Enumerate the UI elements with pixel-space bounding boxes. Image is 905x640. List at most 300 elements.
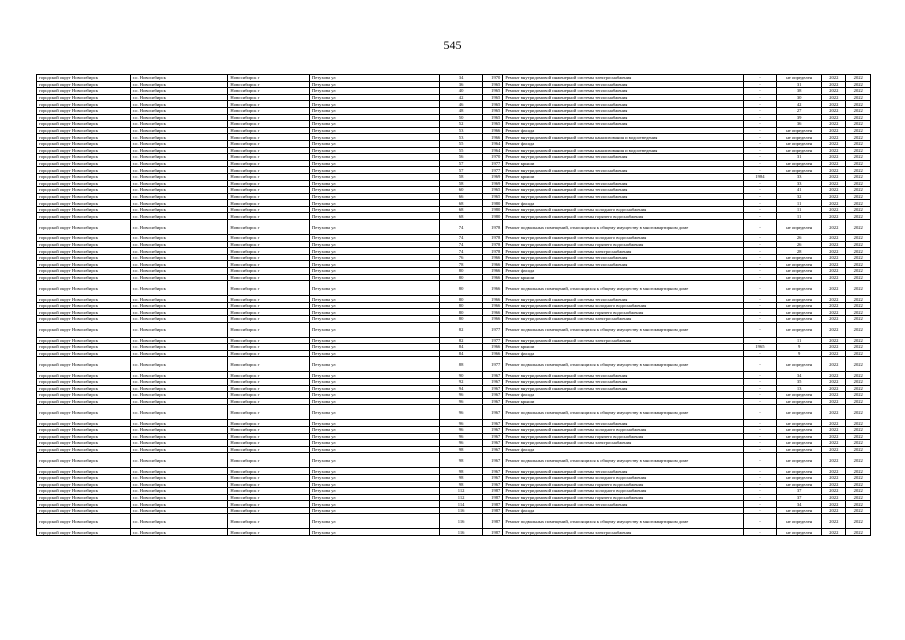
house-number-cell: 80 (440, 316, 483, 323)
street-cell: Петухова ул (309, 101, 439, 108)
work-type-cell: Ремонт подвальных помещений, относящихся к общему имуществу в многоквартирном доме (503, 357, 743, 372)
street-cell: Петухова ул (309, 420, 439, 427)
build-year-cell: 1966 (482, 274, 502, 281)
municipality-cell: городской округ Новосибирск (37, 167, 131, 174)
last-repair-year-cell: - (743, 220, 777, 235)
wear-cell: 26 (777, 241, 822, 248)
wear-cell: 28 (777, 248, 822, 255)
build-year-cell: 1970 (482, 75, 502, 82)
work-type-cell: Ремонт внутридомовой инженерной системы теплоснабжения (503, 107, 743, 114)
settlement-cell: г.о. Новосибирск (130, 140, 228, 147)
build-year-cell: 1966 (482, 344, 502, 351)
house-number-cell: 98 (440, 481, 483, 488)
table-row (37, 187, 871, 194)
table-row (37, 405, 871, 420)
municipality-cell: городской округ Новосибирск (37, 488, 131, 495)
wear-cell: 37 (777, 494, 822, 501)
last-repair-year-cell: - (743, 474, 777, 481)
house-number-cell: 94 (440, 385, 483, 392)
street-cell: Петухова ул (309, 213, 439, 220)
plan-end-cell: 2022 (846, 322, 871, 337)
plan-end-cell: 2022 (846, 114, 871, 121)
build-year-cell: 1987 (482, 494, 502, 501)
house-number-cell: 66 (440, 193, 483, 200)
work-type-cell: Ремонт внутридомовой инженерной системы холодного водоснабжения (503, 235, 743, 242)
plan-start-cell: 2022 (822, 140, 846, 147)
build-year-cell: 1987 (482, 529, 502, 536)
house-number-cell: 96 (440, 392, 483, 399)
street-cell: Петухова ул (309, 481, 439, 488)
plan-end-cell: 2022 (846, 274, 871, 281)
build-year-cell: 1987 (482, 507, 502, 514)
last-repair-year-cell: - (743, 529, 777, 536)
city-cell: Новосибирск г (228, 268, 309, 275)
build-year-cell: 1967 (482, 420, 502, 427)
build-year-cell: 1980 (482, 213, 502, 220)
wear-cell: не определен (777, 274, 822, 281)
table-row (37, 398, 871, 405)
wear-cell: 9 (777, 344, 822, 351)
plan-end-cell: 2022 (846, 453, 871, 468)
settlement-cell: г.о. Новосибирск (130, 514, 228, 529)
build-year-cell: 1967 (482, 378, 502, 385)
build-year-cell: 1966 (482, 268, 502, 275)
house-number-cell: 60 (440, 187, 483, 194)
table-row (37, 385, 871, 392)
build-year-cell: 1965 (482, 101, 502, 108)
table-row (37, 468, 871, 475)
city-cell: Новосибирск г (228, 127, 309, 134)
house-number-cell: 68 (440, 206, 483, 213)
house-number-cell: 68 (440, 213, 483, 220)
plan-start-cell: 2022 (822, 350, 846, 357)
street-cell: Петухова ул (309, 372, 439, 379)
plan-end-cell: 2022 (846, 392, 871, 399)
table-row (37, 514, 871, 529)
table-row (37, 309, 871, 316)
settlement-cell: г.о. Новосибирск (130, 398, 228, 405)
city-cell: Новосибирск г (228, 350, 309, 357)
city-cell: Новосибирск г (228, 206, 309, 213)
table-row (37, 440, 871, 447)
plan-start-cell: 2022 (822, 114, 846, 121)
wear-cell: не определен (777, 296, 822, 303)
plan-end-cell: 2022 (846, 107, 871, 114)
plan-start-cell: 2022 (822, 453, 846, 468)
plan-end-cell: 2022 (846, 281, 871, 296)
table-row (37, 296, 871, 303)
street-cell: Петухова ул (309, 529, 439, 536)
city-cell: Новосибирск г (228, 446, 309, 453)
plan-end-cell: 2022 (846, 514, 871, 529)
settlement-cell: г.о. Новосибирск (130, 433, 228, 440)
last-repair-year-cell: - (743, 309, 777, 316)
settlement-cell: г.о. Новосибирск (130, 127, 228, 134)
last-repair-year-cell: 1984 (743, 173, 777, 180)
table-row (37, 75, 871, 82)
plan-end-cell: 2022 (846, 529, 871, 536)
build-year-cell: 1967 (482, 385, 502, 392)
last-repair-year-cell: - (743, 193, 777, 200)
city-cell: Новосибирск г (228, 180, 309, 187)
plan-start-cell: 2022 (822, 296, 846, 303)
municipality-cell: городской округ Новосибирск (37, 350, 131, 357)
street-cell: Петухова ул (309, 316, 439, 323)
street-cell: Петухова ул (309, 426, 439, 433)
wear-cell: 31 (777, 154, 822, 161)
street-cell: Петухова ул (309, 440, 439, 447)
work-type-cell: Ремонт фасада (503, 392, 743, 399)
work-type-cell: Ремонт внутридомовой инженерной системы горячего водоснабжения (503, 309, 743, 316)
plan-start-cell: 2022 (822, 420, 846, 427)
wear-cell: не определен (777, 481, 822, 488)
street-cell: Петухова ул (309, 147, 439, 154)
municipality-cell: городской округ Новосибирск (37, 316, 131, 323)
settlement-cell: г.о. Новосибирск (130, 261, 228, 268)
plan-end-cell: 2022 (846, 268, 871, 275)
last-repair-year-cell: - (743, 127, 777, 134)
house-number-cell: 80 (440, 281, 483, 296)
plan-end-cell: 2022 (846, 213, 871, 220)
wear-cell: 11 (777, 206, 822, 213)
work-type-cell: Ремонт внутридомовой инженерной системы теплоснабжения (503, 81, 743, 88)
house-number-cell: 74 (440, 235, 483, 242)
table-row (37, 481, 871, 488)
city-cell: Новосибирск г (228, 433, 309, 440)
house-number-cell: 48 (440, 107, 483, 114)
last-repair-year-cell: - (743, 426, 777, 433)
plan-start-cell: 2022 (822, 193, 846, 200)
wear-cell: 39 (777, 114, 822, 121)
wear-cell: 11 (777, 200, 822, 207)
table-row (37, 357, 871, 372)
work-type-cell: Ремонт внутридомовой инженерной системы теплоснабжения (503, 88, 743, 95)
house-number-cell: 80 (440, 268, 483, 275)
table-row (37, 180, 871, 187)
house-number-cell: 57 (440, 167, 483, 174)
table-row (37, 337, 871, 344)
table-row (37, 254, 871, 261)
build-year-cell: 1965 (482, 187, 502, 194)
plan-start-cell: 2022 (822, 261, 846, 268)
work-type-cell: Ремонт внутридомовой инженерной системы горячего водоснабжения (503, 481, 743, 488)
settlement-cell: г.о. Новосибирск (130, 501, 228, 508)
municipality-cell: городской округ Новосибирск (37, 107, 131, 114)
house-number-cell: 116 (440, 529, 483, 536)
plan-end-cell: 2022 (846, 160, 871, 167)
settlement-cell: г.о. Новосибирск (130, 193, 228, 200)
municipality-cell: городской округ Новосибирск (37, 337, 131, 344)
build-year-cell: 1967 (482, 392, 502, 399)
work-type-cell: Ремонт внутридомовой инженерной системы теплоснабжения (503, 254, 743, 261)
settlement-cell: г.о. Новосибирск (130, 167, 228, 174)
build-year-cell: 1987 (482, 514, 502, 529)
city-cell: Новосибирск г (228, 213, 309, 220)
last-repair-year-cell: - (743, 147, 777, 154)
work-type-cell: Ремонт подвальных помещений, относящихся к общему имуществу в многоквартирном доме (503, 220, 743, 235)
build-year-cell: 1965 (482, 88, 502, 95)
settlement-cell: г.о. Новосибирск (130, 213, 228, 220)
table-row (37, 121, 871, 128)
wear-cell: не определен (777, 147, 822, 154)
wear-cell: не определен (777, 134, 822, 141)
plan-end-cell: 2022 (846, 420, 871, 427)
city-cell: Новосибирск г (228, 274, 309, 281)
plan-end-cell: 2022 (846, 507, 871, 514)
plan-end-cell: 2022 (846, 147, 871, 154)
build-year-cell: 1980 (482, 206, 502, 213)
work-type-cell: Ремонт внутридомовой инженерной системы холодного водоснабжения (503, 426, 743, 433)
settlement-cell: г.о. Новосибирск (130, 114, 228, 121)
plan-start-cell: 2022 (822, 121, 846, 128)
settlement-cell: г.о. Новосибирск (130, 180, 228, 187)
table-row (37, 426, 871, 433)
street-cell: Петухова ул (309, 154, 439, 161)
last-repair-year-cell: - (743, 268, 777, 275)
city-cell: Новосибирск г (228, 114, 309, 121)
street-cell: Петухова ул (309, 140, 439, 147)
last-repair-year-cell: - (743, 398, 777, 405)
work-type-cell: Ремонт внутридомовой инженерной системы горячего водоснабжения (503, 433, 743, 440)
plan-end-cell: 2022 (846, 309, 871, 316)
house-number-cell: 90 (440, 372, 483, 379)
plan-end-cell: 2022 (846, 405, 871, 420)
plan-start-cell: 2022 (822, 248, 846, 255)
municipality-cell: городской округ Новосибирск (37, 372, 131, 379)
street-cell: Петухова ул (309, 507, 439, 514)
city-cell: Новосибирск г (228, 101, 309, 108)
plan-end-cell: 2022 (846, 440, 871, 447)
work-type-cell: Ремонт фасада (503, 268, 743, 275)
table-row (37, 344, 871, 351)
house-number-cell: 80 (440, 309, 483, 316)
house-number-cell: 92 (440, 378, 483, 385)
house-number-cell: 96 (440, 426, 483, 433)
table-row (37, 248, 871, 255)
wear-cell: не определен (777, 433, 822, 440)
last-repair-year-cell: - (743, 154, 777, 161)
last-repair-year-cell: - (743, 446, 777, 453)
plan-end-cell: 2022 (846, 302, 871, 309)
settlement-cell: г.о. Новосибирск (130, 385, 228, 392)
plan-end-cell: 2022 (846, 254, 871, 261)
plan-end-cell: 2022 (846, 481, 871, 488)
street-cell: Петухова ул (309, 206, 439, 213)
settlement-cell: г.о. Новосибирск (130, 281, 228, 296)
work-type-cell: Ремонт крыши (503, 398, 743, 405)
municipality-cell: городской округ Новосибирск (37, 385, 131, 392)
build-year-cell: 1977 (482, 337, 502, 344)
wear-cell: 11 (777, 213, 822, 220)
plan-end-cell: 2022 (846, 121, 871, 128)
municipality-cell: городской округ Новосибирск (37, 268, 131, 275)
build-year-cell: 1966 (482, 261, 502, 268)
settlement-cell: г.о. Новосибирск (130, 107, 228, 114)
plan-start-cell: 2022 (822, 160, 846, 167)
municipality-cell: городской округ Новосибирск (37, 514, 131, 529)
house-number-cell: 42 (440, 94, 483, 101)
city-cell: Новосибирск г (228, 134, 309, 141)
plan-start-cell: 2022 (822, 200, 846, 207)
street-cell: Петухова ул (309, 241, 439, 248)
build-year-cell: 1966 (482, 296, 502, 303)
settlement-cell: г.о. Новосибирск (130, 392, 228, 399)
municipality-cell: городской округ Новосибирск (37, 296, 131, 303)
plan-start-cell: 2022 (822, 101, 846, 108)
city-cell: Новосибирск г (228, 302, 309, 309)
table-row (37, 316, 871, 323)
city-cell: Новосибирск г (228, 235, 309, 242)
wear-cell: не определен (777, 160, 822, 167)
last-repair-year-cell: - (743, 254, 777, 261)
house-number-cell: 58 (440, 180, 483, 187)
table-row (37, 494, 871, 501)
work-type-cell: Ремонт внутридомовой инженерной системы холодного водоснабжения (503, 302, 743, 309)
work-type-cell: Ремонт фасада (503, 200, 743, 207)
wear-cell: не определен (777, 309, 822, 316)
house-number-cell: 53 (440, 127, 483, 134)
work-type-cell: Ремонт внутридомовой инженерной системы электроснабжения (503, 248, 743, 255)
city-cell: Новосибирск г (228, 488, 309, 495)
work-type-cell: Ремонт внутридомовой инженерной системы теплоснабжения (503, 501, 743, 508)
plan-start-cell: 2022 (822, 488, 846, 495)
wear-cell: не определен (777, 474, 822, 481)
work-type-cell: Ремонт внутридомовой инженерной системы теплоснабжения (503, 468, 743, 475)
street-cell: Петухова ул (309, 474, 439, 481)
city-cell: Новосибирск г (228, 501, 309, 508)
settlement-cell: г.о. Новосибирск (130, 420, 228, 427)
last-repair-year-cell: - (743, 481, 777, 488)
house-number-cell: 114 (440, 501, 483, 508)
municipality-cell: городской округ Новосибирск (37, 140, 131, 147)
municipality-cell: городской округ Новосибирск (37, 147, 131, 154)
plan-end-cell: 2022 (846, 372, 871, 379)
last-repair-year-cell: - (743, 337, 777, 344)
street-cell: Петухова ул (309, 187, 439, 194)
plan-start-cell: 2022 (822, 529, 846, 536)
settlement-cell: г.о. Новосибирск (130, 481, 228, 488)
house-number-cell: 98 (440, 453, 483, 468)
build-year-cell: 1967 (482, 433, 502, 440)
build-year-cell: 1966 (482, 281, 502, 296)
street-cell: Петухова ул (309, 220, 439, 235)
municipality-cell: городской округ Новосибирск (37, 254, 131, 261)
build-year-cell: 1987 (482, 501, 502, 508)
municipality-cell: городской округ Новосибирск (37, 468, 131, 475)
settlement-cell: г.о. Новосибирск (130, 309, 228, 316)
settlement-cell: г.о. Новосибирск (130, 302, 228, 309)
wear-cell: 42 (777, 101, 822, 108)
plan-end-cell: 2022 (846, 350, 871, 357)
plan-end-cell: 2022 (846, 187, 871, 194)
municipality-cell: городской округ Новосибирск (37, 206, 131, 213)
build-year-cell: 1967 (482, 440, 502, 447)
house-number-cell: 50 (440, 114, 483, 121)
table-row (37, 140, 871, 147)
municipality-cell: городской округ Новосибирск (37, 507, 131, 514)
municipality-cell: городской округ Новосибирск (37, 88, 131, 95)
settlement-cell: г.о. Новосибирск (130, 488, 228, 495)
last-repair-year-cell: - (743, 213, 777, 220)
street-cell: Петухова ул (309, 268, 439, 275)
build-year-cell: 1965 (482, 81, 502, 88)
table-row (37, 107, 871, 114)
settlement-cell: г.о. Новосибирск (130, 81, 228, 88)
city-cell: Новосибирск г (228, 254, 309, 261)
city-cell: Новосибирск г (228, 385, 309, 392)
municipality-cell: городской округ Новосибирск (37, 81, 131, 88)
city-cell: Новосибирск г (228, 405, 309, 420)
last-repair-year-cell: - (743, 107, 777, 114)
plan-end-cell: 2022 (846, 134, 871, 141)
last-repair-year-cell: - (743, 180, 777, 187)
wear-cell: не определен (777, 426, 822, 433)
plan-start-cell: 2022 (822, 274, 846, 281)
settlement-cell: г.о. Новосибирск (130, 134, 228, 141)
house-number-cell: 98 (440, 446, 483, 453)
build-year-cell: 1978 (482, 235, 502, 242)
plan-start-cell: 2022 (822, 268, 846, 275)
city-cell: Новосибирск г (228, 494, 309, 501)
plan-start-cell: 2022 (822, 173, 846, 180)
municipality-cell: городской округ Новосибирск (37, 154, 131, 161)
work-type-cell: Ремонт внутридомовой инженерной системы теплоснабжения (503, 180, 743, 187)
street-cell: Петухова ул (309, 309, 439, 316)
city-cell: Новосибирск г (228, 75, 309, 82)
plan-start-cell: 2022 (822, 107, 846, 114)
wear-cell: 31 (777, 81, 822, 88)
settlement-cell: г.о. Новосибирск (130, 378, 228, 385)
table-row (37, 134, 871, 141)
work-type-cell: Ремонт внутридомовой инженерной системы канализования и водоотведения (503, 147, 743, 154)
house-number-cell: 80 (440, 302, 483, 309)
street-cell: Петухова ул (309, 107, 439, 114)
city-cell: Новосибирск г (228, 220, 309, 235)
build-year-cell: 1978 (482, 220, 502, 235)
municipality-cell: городской округ Новосибирск (37, 248, 131, 255)
street-cell: Петухова ул (309, 200, 439, 207)
wear-cell: 36 (777, 121, 822, 128)
table-row (37, 206, 871, 213)
plan-end-cell: 2022 (846, 193, 871, 200)
city-cell: Новосибирск г (228, 378, 309, 385)
work-type-cell: Ремонт фасада (503, 140, 743, 147)
build-year-cell: 1966 (482, 127, 502, 134)
table-row (37, 372, 871, 379)
table-row (37, 268, 871, 275)
plan-start-cell: 2022 (822, 440, 846, 447)
wear-cell: 26 (777, 235, 822, 242)
street-cell: Петухова ул (309, 433, 439, 440)
settlement-cell: г.о. Новосибирск (130, 173, 228, 180)
work-type-cell: Ремонт внутридомовой инженерной системы холодного водоснабжения (503, 206, 743, 213)
work-type-cell: Ремонт внутридомовой инженерной системы теплоснабжения (503, 261, 743, 268)
house-number-cell: 98 (440, 468, 483, 475)
street-cell: Петухова ул (309, 398, 439, 405)
table-row (37, 507, 871, 514)
work-type-cell: Ремонт фасада (503, 350, 743, 357)
plan-start-cell: 2022 (822, 309, 846, 316)
city-cell: Новосибирск г (228, 337, 309, 344)
wear-cell: не определен (777, 75, 822, 82)
work-type-cell: Ремонт внутридомовой инженерной системы электроснабжения (503, 529, 743, 536)
municipality-cell: городской округ Новосибирск (37, 187, 131, 194)
table-row (37, 154, 871, 161)
street-cell: Петухова ул (309, 405, 439, 420)
last-repair-year-cell: - (743, 121, 777, 128)
house-number-cell: 76 (440, 254, 483, 261)
city-cell: Новосибирск г (228, 481, 309, 488)
